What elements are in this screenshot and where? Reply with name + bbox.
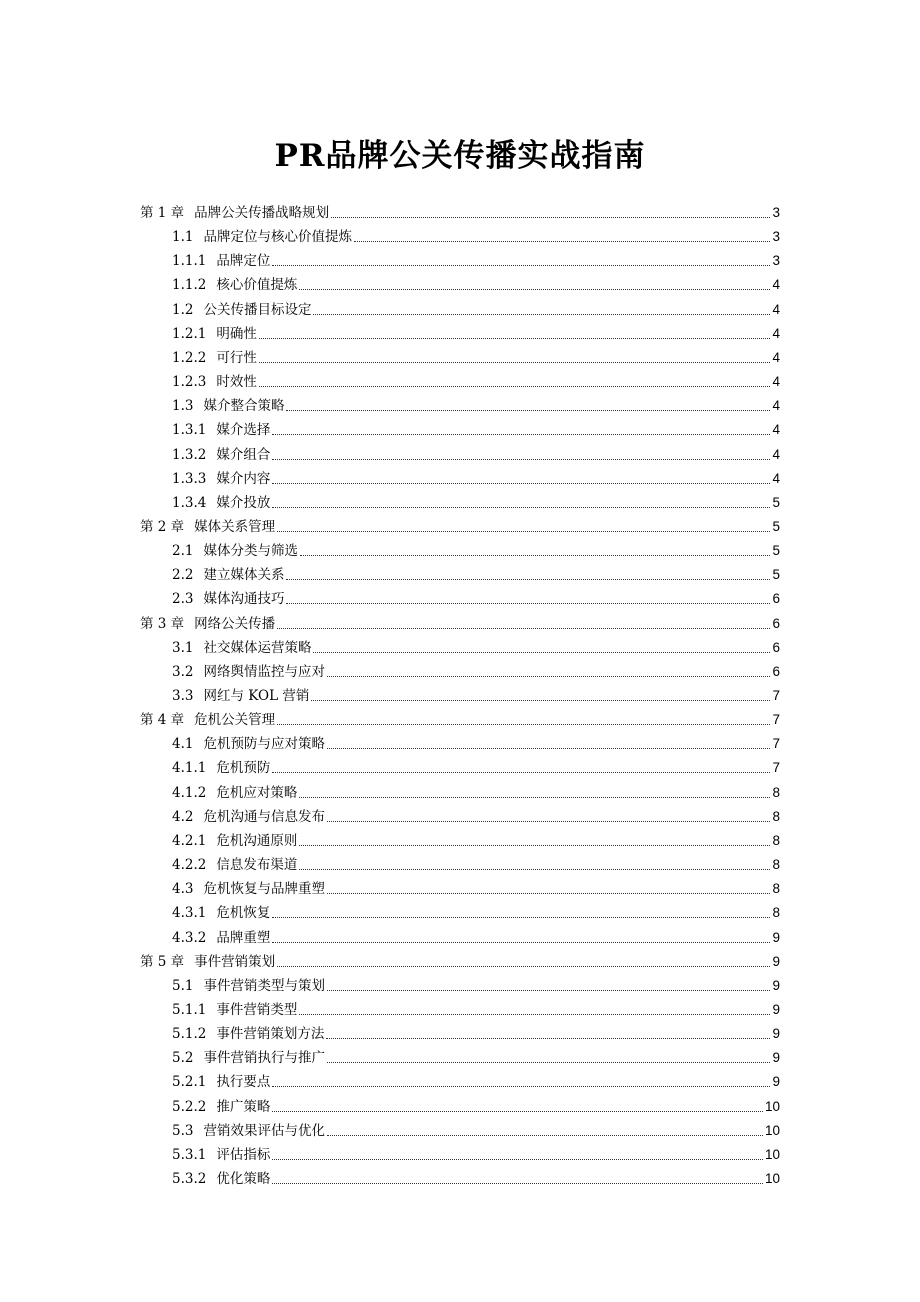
- toc-page-number: 9: [772, 977, 780, 993]
- toc-page-number: 9: [772, 1001, 780, 1017]
- toc-dot-leader: [259, 386, 771, 387]
- toc-page-number: 10: [764, 1098, 780, 1114]
- toc-dot-leader: [286, 603, 770, 604]
- toc-entry[interactable]: [140, 705, 780, 729]
- toc-entry-title: 品牌重塑: [216, 929, 271, 946]
- toc-entry[interactable]: [140, 609, 780, 633]
- toc-entry-title: 危机公关管理: [194, 712, 276, 729]
- toc-page-number: 4: [772, 325, 780, 341]
- toc-page-number: 7: [772, 760, 780, 776]
- toc-entry[interactable]: [172, 222, 780, 246]
- toc-entry-title: 明确性: [216, 325, 257, 342]
- toc-page-number: 10: [764, 1171, 780, 1186]
- toc-page-number: 9: [772, 1026, 780, 1042]
- toc-dot-leader: [272, 1111, 763, 1112]
- toc-page-number: 9: [772, 1074, 780, 1090]
- toc-dot-leader: [327, 676, 771, 677]
- toc-page-number: 4: [772, 349, 780, 365]
- toc-entry[interactable]: [172, 391, 780, 415]
- toc-dot-leader: [299, 797, 770, 798]
- toc-page-number: 6: [772, 591, 780, 607]
- toc-entry[interactable]: [172, 802, 780, 826]
- toc-entry[interactable]: [172, 464, 780, 488]
- toc-entry-title: 危机沟通与信息发布: [203, 808, 325, 825]
- toc-entry-title: 推广策略: [216, 1098, 271, 1115]
- toc-entry-title: 危机预防: [216, 760, 271, 777]
- toc-entry[interactable]: [172, 1019, 780, 1043]
- toc-entry[interactable]: [172, 898, 780, 922]
- toc-entry-title: 网红与 KOL 营销: [203, 688, 310, 704]
- toc-entry[interactable]: [172, 536, 780, 560]
- toc-entry-title: 评估指标: [216, 1146, 271, 1163]
- toc-dot-leader: [272, 772, 770, 773]
- toc-page-number: 6: [772, 615, 780, 631]
- toc-entry-number: 3.3: [172, 688, 194, 704]
- toc-dot-leader: [327, 893, 771, 894]
- toc-entry[interactable]: [140, 947, 780, 971]
- toc-entry-title: 媒体沟通技巧: [203, 591, 285, 608]
- toc-entry[interactable]: [172, 415, 780, 439]
- toc-dot-leader: [311, 700, 770, 701]
- toc-entry-title: 危机恢复与品牌重塑: [203, 881, 325, 898]
- toc-page-number: 9: [772, 929, 780, 945]
- toc-entry[interactable]: [172, 850, 780, 874]
- toc-entry[interactable]: [172, 295, 780, 319]
- toc-entry-number: 3.2: [172, 663, 194, 680]
- toc-entry-number: 1.3: [172, 398, 194, 415]
- toc-entry-title: 核心价值提炼: [216, 277, 298, 294]
- toc-entry[interactable]: [172, 633, 780, 657]
- toc-entry[interactable]: [172, 681, 780, 705]
- toc-entry-title: 媒介内容: [216, 470, 271, 487]
- toc-entry[interactable]: [172, 367, 780, 391]
- toc-page-number: 6: [772, 639, 780, 655]
- toc-page-number: 8: [772, 857, 780, 873]
- toc-entry[interactable]: [172, 343, 780, 367]
- toc-entry-number: 4.2.1: [172, 832, 207, 849]
- toc-entry[interactable]: [172, 270, 780, 294]
- toc-entry-number: 2.3: [172, 591, 194, 608]
- toc-dot-leader: [300, 555, 771, 556]
- toc-entry[interactable]: [172, 995, 780, 1019]
- toc-page-number: 8: [772, 881, 780, 897]
- toc-dot-leader: [299, 845, 770, 846]
- toc-entry-number: 5.2: [172, 1050, 194, 1067]
- toc-entry-title: 网络舆情监控与应对: [203, 663, 325, 680]
- toc-entry-number: 4.1: [172, 736, 194, 753]
- toc-dot-leader: [272, 1183, 763, 1184]
- toc-entry[interactable]: [140, 512, 780, 536]
- toc-entry-number: 5.2.2: [172, 1098, 207, 1115]
- toc-dot-leader: [272, 265, 770, 266]
- toc-dot-leader: [327, 1135, 763, 1136]
- toc-entry-number: 3.1: [172, 639, 194, 656]
- toc-entry[interactable]: [172, 1092, 780, 1116]
- toc-dot-leader: [331, 217, 770, 218]
- toc-entry-number: 2.1: [172, 543, 194, 560]
- toc-page-number: 10: [764, 1122, 780, 1138]
- toc-dot-leader: [354, 241, 771, 242]
- toc-dot-leader: [272, 434, 770, 435]
- toc-dot-leader: [272, 1159, 763, 1160]
- toc-entry-title: 媒体关系管理: [194, 518, 276, 535]
- toc-entry-number: 4.2: [172, 808, 194, 825]
- toc-dot-leader: [299, 1014, 770, 1015]
- toc-page-number: 3: [772, 205, 780, 220]
- toc-entry-number: 1.3.1: [172, 422, 207, 439]
- toc-entry-number: 4.2.2: [172, 857, 207, 874]
- toc-dot-leader: [326, 1038, 770, 1039]
- toc-entry[interactable]: [172, 246, 780, 270]
- toc-entry-title: 品牌定位: [216, 253, 271, 270]
- toc-dot-leader: [272, 1086, 770, 1087]
- toc-page-number: 4: [772, 277, 780, 293]
- toc-entry-number: 5.3.2: [172, 1171, 207, 1187]
- toc-entry-title: 时效性: [216, 374, 257, 391]
- toc-entry-title: 品牌公关传播战略规划: [194, 205, 330, 221]
- toc-entry-title: 优化策略: [216, 1171, 271, 1187]
- toc-entry[interactable]: [140, 198, 780, 222]
- toc-entry-number: 第 2 章: [140, 518, 185, 535]
- toc-dot-leader: [286, 410, 770, 411]
- toc-dot-leader: [286, 579, 770, 580]
- toc-dot-leader: [277, 628, 770, 629]
- toc-dot-leader: [277, 966, 770, 967]
- toc-entry-number: 1.2.3: [172, 374, 207, 391]
- toc-entry-number: 4.3.2: [172, 929, 207, 946]
- toc-page-number: 5: [772, 518, 780, 534]
- toc-entry[interactable]: [172, 1164, 780, 1188]
- toc-dot-leader: [277, 724, 770, 725]
- toc-entry-title: 事件营销类型与策划: [203, 977, 325, 994]
- toc-entry[interactable]: [172, 584, 780, 608]
- toc-dot-leader: [272, 942, 770, 943]
- toc-entry-title: 媒介整合策略: [203, 398, 285, 415]
- toc-entry[interactable]: [172, 560, 780, 584]
- toc-entry-title: 危机恢复: [216, 905, 271, 922]
- toc-entry[interactable]: [172, 657, 780, 681]
- toc-entry-number: 5.1.1: [172, 1001, 207, 1018]
- toc-page-number: 4: [772, 446, 780, 462]
- toc-entry-number: 4.1.1: [172, 760, 207, 777]
- toc-dot-leader: [272, 483, 770, 484]
- toc-entry-title: 信息发布渠道: [216, 857, 298, 874]
- toc-page-number: 10: [764, 1146, 780, 1162]
- toc-entry-number: 5.2.1: [172, 1074, 207, 1091]
- toc-entry-title: 网络公关传播: [194, 615, 276, 632]
- toc-dot-leader: [313, 652, 770, 653]
- toc-page-number: 4: [772, 422, 780, 438]
- toc-page-number: 8: [772, 808, 780, 824]
- toc-entry-title: 事件营销策划: [194, 953, 276, 970]
- toc-entry-number: 第 3 章: [140, 615, 185, 632]
- toc-entry-title: 营销效果评估与优化: [203, 1122, 325, 1139]
- toc-page-number: 5: [772, 494, 780, 510]
- toc-entry[interactable]: [172, 778, 780, 802]
- toc-entry-title: 事件营销策划方法: [216, 1026, 325, 1043]
- toc-page-number: 4: [772, 398, 780, 414]
- document-title: PR品牌公关传播实战指南: [274, 138, 646, 174]
- toc-dot-leader: [299, 869, 770, 870]
- toc-entry-number: 第 5 章: [140, 953, 185, 970]
- toc-entry-number: 1.3.2: [172, 446, 207, 463]
- toc-entry-title: 建立媒体关系: [203, 567, 285, 584]
- toc-dot-leader: [277, 531, 770, 532]
- toc-entry-number: 1.1: [172, 229, 194, 246]
- toc-entry[interactable]: [172, 753, 780, 777]
- toc-entry-number: 1.3.4: [172, 494, 207, 511]
- toc-page-number: 8: [772, 784, 780, 800]
- toc-entry-number: 5.3.1: [172, 1146, 207, 1163]
- toc-entry-number: 4.3.1: [172, 905, 207, 922]
- toc-dot-leader: [272, 459, 770, 460]
- toc-entry-number: 1.2: [172, 301, 194, 318]
- toc-entry-number: 1.2.2: [172, 349, 207, 366]
- toc-entry-number: 5.1: [172, 977, 194, 994]
- toc-dot-leader: [259, 338, 771, 339]
- toc-dot-leader: [313, 314, 770, 315]
- toc-entry-title: 危机预防与应对策略: [203, 736, 325, 753]
- toc-dot-leader: [327, 990, 771, 991]
- toc-page-number: 7: [772, 688, 780, 703]
- toc-page-number: 7: [772, 736, 780, 752]
- toc-page-number: 6: [772, 663, 780, 679]
- toc-page-number: 8: [772, 832, 780, 848]
- toc-entry-title: 可行性: [216, 349, 257, 366]
- toc-entry-number: 5.1.2: [172, 1026, 207, 1043]
- toc-entry[interactable]: [172, 488, 780, 512]
- toc-entry-title: 媒介组合: [216, 446, 271, 463]
- toc-page-number: 4: [772, 470, 780, 486]
- toc-entry-title: 公关传播目标设定: [203, 301, 312, 318]
- toc-page-number: 3: [772, 253, 780, 269]
- toc-dot-leader: [327, 748, 771, 749]
- toc-page-number: 5: [772, 567, 780, 583]
- toc-entry-title: 品牌定位与核心价值提炼: [203, 229, 352, 246]
- toc-entry[interactable]: [172, 1140, 780, 1164]
- toc-page-number: 4: [772, 374, 780, 390]
- toc-dot-leader: [327, 1062, 771, 1063]
- toc-entry-title: 媒介投放: [216, 494, 271, 511]
- toc-entry-number: 2.2: [172, 567, 194, 584]
- toc-dot-leader: [299, 289, 770, 290]
- toc-page-number: 4: [772, 301, 780, 317]
- toc-dot-leader: [272, 917, 770, 918]
- toc-entry-number: 1.3.3: [172, 470, 207, 487]
- toc-entry-title: 事件营销执行与推广: [203, 1050, 325, 1067]
- toc-entry[interactable]: [172, 826, 780, 850]
- toc-entry-title: 危机应对策略: [216, 784, 298, 801]
- toc-entry-title: 执行要点: [216, 1074, 271, 1091]
- toc-entry[interactable]: [172, 923, 780, 947]
- toc-entry[interactable]: [172, 874, 780, 898]
- toc-entry-number: 1.2.1: [172, 325, 207, 342]
- toc-entry-title: 事件营销类型: [216, 1001, 298, 1018]
- toc-entry-number: 5.3: [172, 1122, 194, 1139]
- toc-entry-number: 4.1.2: [172, 784, 207, 801]
- toc-page-number: 9: [772, 1050, 780, 1066]
- toc-page-number: 3: [772, 229, 780, 245]
- toc-dot-leader: [327, 821, 771, 822]
- toc-page-number: 8: [772, 905, 780, 921]
- toc-entry-title: 危机沟通原则: [216, 832, 298, 849]
- toc-dot-leader: [259, 362, 771, 363]
- toc-entry-title: 媒体分类与筛选: [203, 543, 298, 560]
- toc-entry-number: 1.1.2: [172, 277, 207, 294]
- toc-page-number: 7: [772, 712, 780, 728]
- toc-dot-leader: [272, 507, 770, 508]
- toc-page-number: 9: [772, 953, 780, 969]
- toc-entry[interactable]: [172, 1067, 780, 1091]
- toc-entry[interactable]: [172, 729, 780, 753]
- toc-page-number: 5: [772, 543, 780, 559]
- toc-entry[interactable]: [172, 971, 780, 995]
- toc-entry-number: 第 1 章: [140, 205, 185, 221]
- toc-entry-number: 1.1.1: [172, 253, 207, 270]
- toc-entry[interactable]: [172, 1043, 780, 1067]
- toc-entry-number: 4.3: [172, 881, 194, 898]
- toc-entry-title: 社交媒体运营策略: [203, 639, 312, 656]
- toc-entry-number: 第 4 章: [140, 712, 185, 729]
- toc-entry[interactable]: [172, 440, 780, 464]
- toc-entry[interactable]: [172, 1116, 780, 1140]
- toc-entry-title: 媒介选择: [216, 422, 271, 439]
- toc-entry[interactable]: [172, 319, 780, 343]
